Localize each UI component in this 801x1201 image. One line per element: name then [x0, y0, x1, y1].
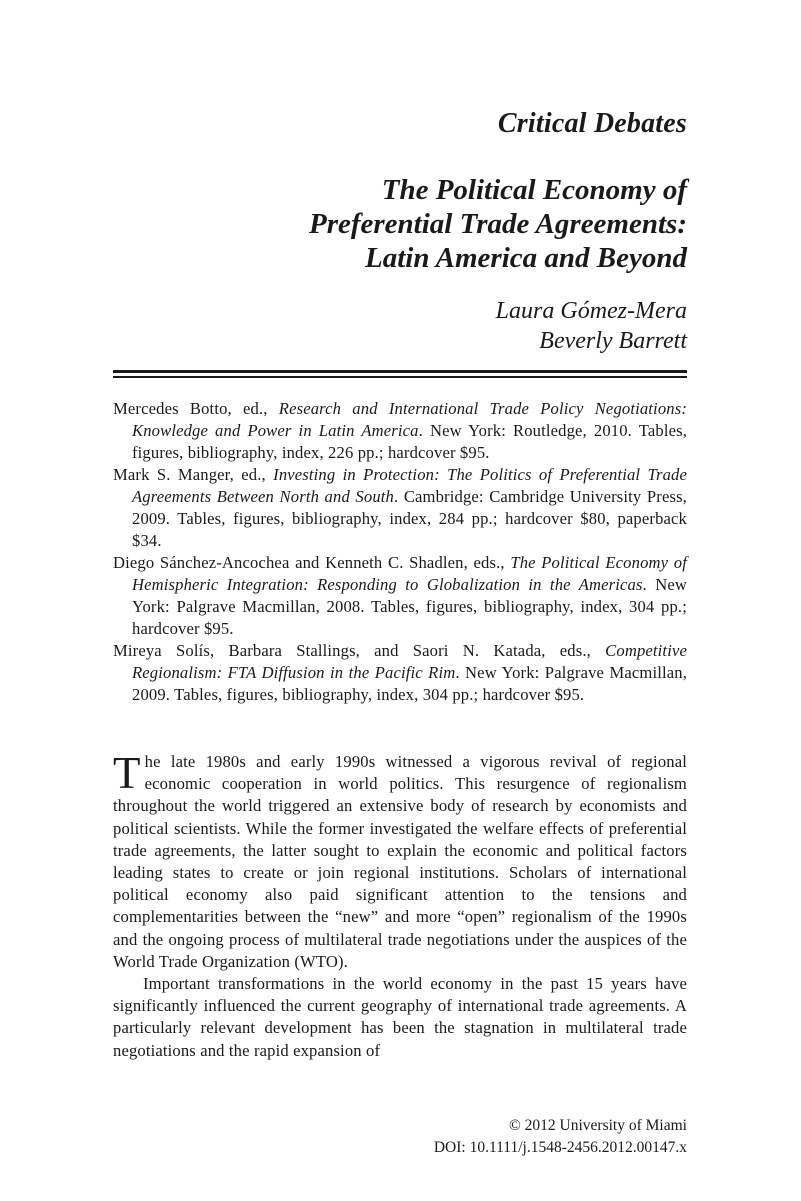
doi: DOI: 10.1111/j.1548-2456.2012.00147.x	[433, 1139, 687, 1156]
copyright-notice: © 2012 University of Miami	[509, 1117, 687, 1134]
article-title-line: Preferential Trade Agreements:	[308, 208, 687, 240]
book-details: . New York: Routledge, 2010. Tables, figures, bibliography, index, 226 pp.; hardcover $95.	[132, 421, 687, 462]
reviewed-books-list	[113, 398, 687, 706]
article-title	[309, 173, 687, 275]
book-editors: Mercedes Botto, ed.,	[113, 399, 279, 418]
article-title-line: The Political Economy of	[381, 174, 687, 206]
page-footer	[434, 1115, 687, 1159]
book-title: Competitive Regionalism: FTA Diffusion in the Pacific Rim	[132, 641, 687, 682]
author-name: Laura Gómez-Mera	[495, 298, 687, 324]
book-entry	[113, 552, 687, 640]
article-body	[113, 748, 687, 1062]
body-paragraph: Important transformations in the world economy in the past 15 years have significantly influenced the current geography of international trade agreements. A particularly relevant development has been the stagnation in multilateral trade negotiations and the rapid expansion of	[113, 974, 687, 1060]
book-title: The Political Economy of Hemispheric Integration: Responding to Globalization in the Americas	[132, 553, 687, 594]
book-details: . New York: Palgrave Macmillan, 2008. Tables, figures, bibliography, index, 304 pp.; hardcover $95.	[132, 575, 687, 638]
divider-rule	[113, 376, 687, 378]
article-page	[113, 0, 687, 1201]
article-title-line: Latin America and Beyond	[365, 242, 687, 274]
book-editors: Mark S. Manger, ed.,	[113, 465, 274, 484]
divider-rule	[113, 370, 687, 373]
author-name: Beverly Barrett	[539, 328, 687, 354]
author-list	[496, 296, 687, 356]
book-entry	[113, 640, 687, 706]
book-details: . Cambridge: Cambridge University Press, 2009. Tables, figures, bibliography, index, 284 pp.; hardcover $80, paperback $34.	[132, 487, 687, 550]
body-paragraph-text: he late 1980s and early 1990s witnessed a vigorous revival of regional economic cooperation in world politics. This resurgence of regionalism throughout the world triggered an extensive body of research by economists and political scientists. While the former investigated the welfare effects of preferential trade agreements, the latter sought to explain the economic and political factors leading states to create or join regional institutions. Scholars of international political economy also paid significant attention to the tensions and complementarities between the “new” and more “open” regionalism of the 1990s and the ongoing process of multilateral trade negotiations under the auspices of the World Trade Organization (WTO).	[113, 752, 687, 971]
book-title: Investing in Protection: The Politics of Preferential Trade Agreements Between North and South	[132, 465, 687, 506]
book-details: . New York: Palgrave Macmillan, 2009. Tables, figures, bibliography, index, 304 pp.; hardcover $95.	[132, 663, 687, 704]
book-editors: Mireya Solís, Barbara Stallings, and Saori N. Katada, eds.,	[113, 641, 606, 660]
book-entry	[113, 464, 687, 552]
book-editors: Diego Sánchez-Ancochea and Kenneth C. Shadlen, eds.,	[113, 553, 511, 572]
book-title: Research and International Trade Policy Negotiations: Knowledge and Power in Latin America	[132, 399, 687, 440]
book-entry	[113, 398, 687, 464]
section-label: Critical Debates	[497, 108, 687, 139]
body-paragraph	[113, 748, 687, 973]
drop-cap: T	[113, 748, 141, 798]
